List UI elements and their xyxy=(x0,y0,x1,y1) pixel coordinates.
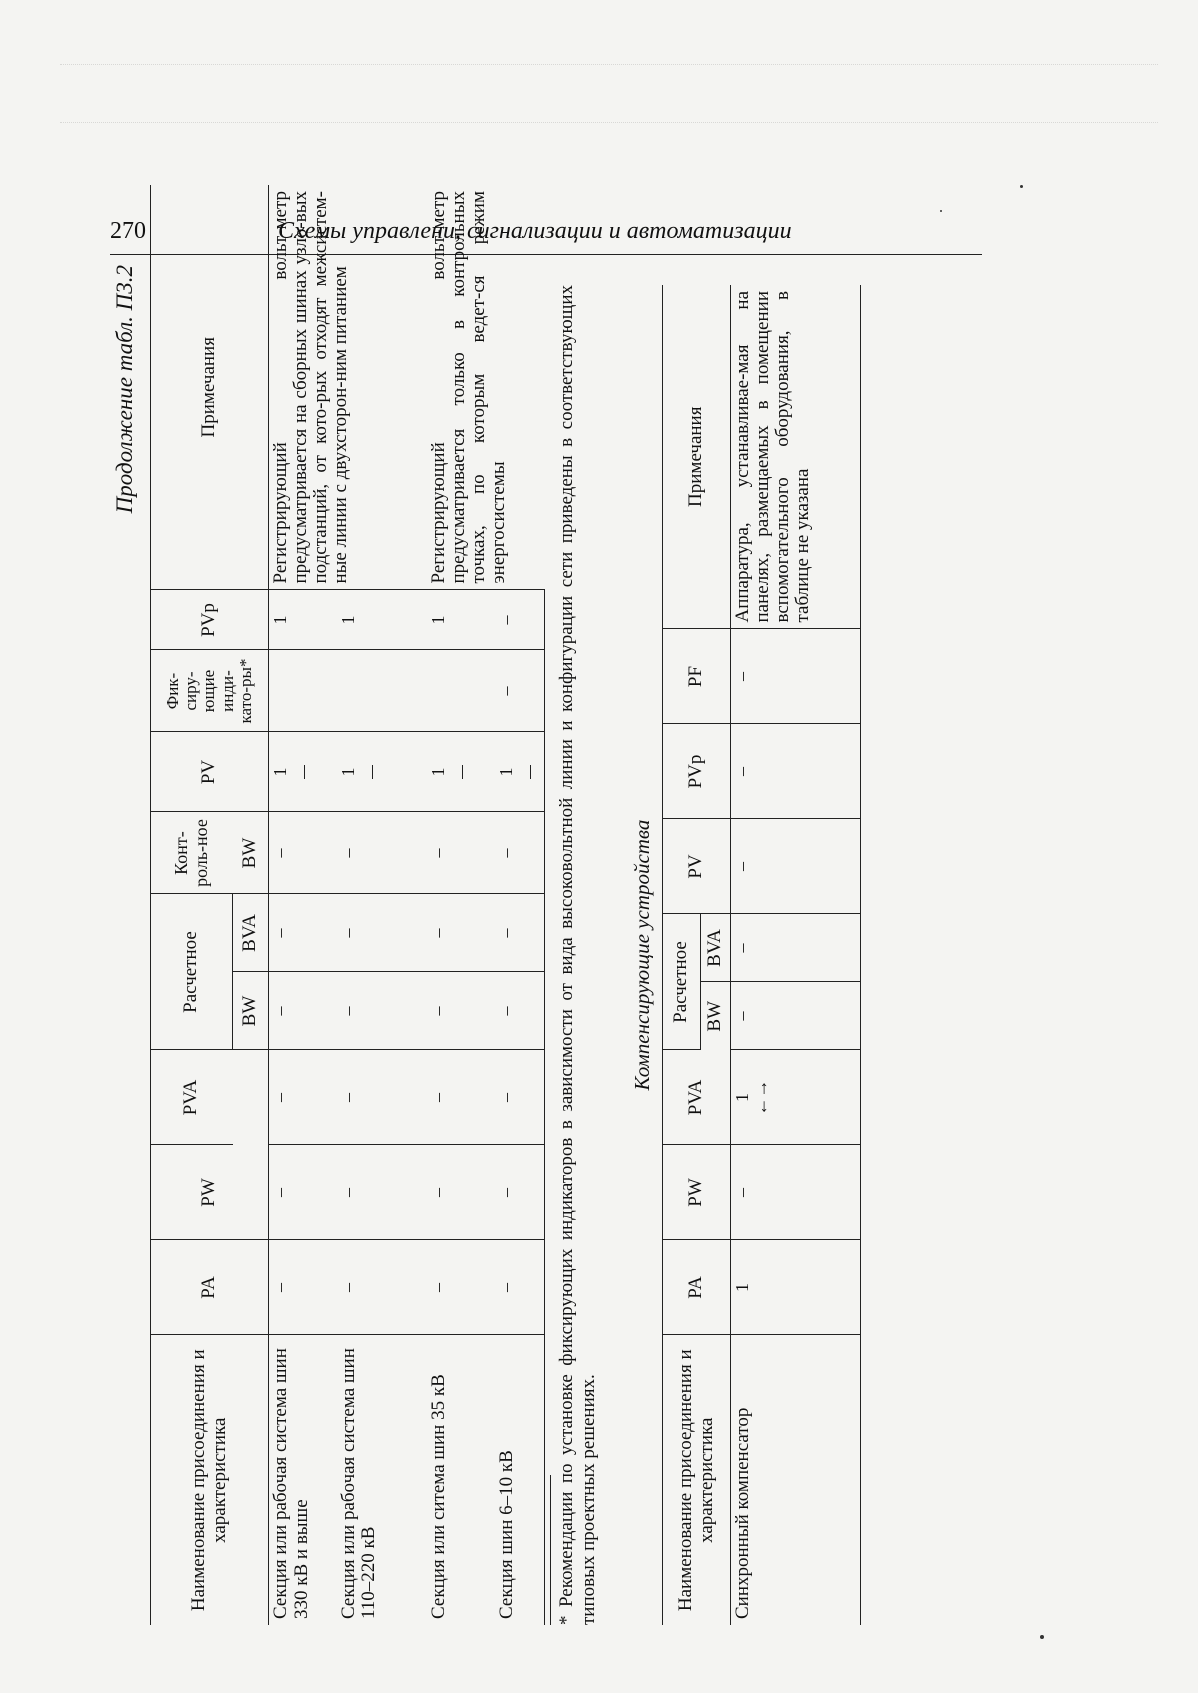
double-arrow-icon: ←→ xyxy=(751,1079,772,1116)
cell-bw: – xyxy=(269,972,337,1050)
cell-pv: – xyxy=(731,819,861,914)
cell-pw: – xyxy=(495,1145,545,1240)
col-pw-header: PW xyxy=(151,1145,269,1240)
row-name: Секция или ситема шин 35 кВ xyxy=(427,1374,449,1619)
running-title: Схемы управлени, сигнализации и автоматизации xyxy=(278,218,792,244)
dash-mark xyxy=(372,765,373,779)
table-row xyxy=(731,285,861,1625)
cell-pva: – xyxy=(427,1050,495,1145)
col-pf-header: PF xyxy=(663,629,731,724)
cell-bva: – xyxy=(427,894,495,972)
cell-pf: – xyxy=(731,629,861,724)
row-name: Секция шин 6–10 кВ xyxy=(495,1335,545,1625)
cell-pva: – xyxy=(495,1050,545,1145)
table-upper xyxy=(150,185,545,1625)
col-kontrol-bw-header: BW xyxy=(233,812,269,894)
col-kontrolnoe-header: Конт-роль-ное xyxy=(151,812,233,894)
cell-kontrol-bw: – xyxy=(337,812,427,894)
cell-pv-value: 1 xyxy=(337,767,358,777)
footnote-rule xyxy=(550,1475,551,1625)
header-blank xyxy=(233,1050,269,1145)
table-lower xyxy=(662,285,861,1625)
col-bva-header: BVA xyxy=(701,914,731,982)
col-pv-header: PV xyxy=(663,819,731,914)
cell-pvp: – xyxy=(731,724,861,819)
col-pa-header: PA xyxy=(663,1240,731,1335)
col-raschetnoe-header: Расчетное xyxy=(663,914,701,1050)
col-notes-header: Примечания xyxy=(663,285,731,629)
cell-bva: – xyxy=(731,914,861,982)
scan-speck xyxy=(940,210,942,212)
cell-bw: – xyxy=(427,972,495,1050)
cell-pa: – xyxy=(269,1240,337,1335)
cell-pv xyxy=(337,732,427,812)
col-pa-header: PA xyxy=(151,1240,269,1335)
col-bw-header: BW xyxy=(701,982,731,1050)
cell-pw: – xyxy=(269,1145,337,1240)
row-note: Регистрирующий вольт-метр предусматривается на сборных шинах узло-вых подстанций, от кото-рых отходят межсистем-ные линии с двухсторон-ним питанием xyxy=(269,185,427,590)
scan-speck xyxy=(1040,1635,1044,1639)
row-name: Синхронный компенсатор xyxy=(731,1335,861,1625)
cell-bva: – xyxy=(495,894,545,972)
cell-bva: – xyxy=(269,894,337,972)
cell-pa: 1 xyxy=(731,1240,861,1335)
cell-pv xyxy=(269,732,337,812)
row-note: Регистрирующий вольт-метр предусматривается только в контрольных точках, по которым ведет-ся режим энергосистемы xyxy=(427,185,545,590)
dash-mark xyxy=(304,765,305,779)
table-row xyxy=(427,185,495,1625)
scan-noise xyxy=(60,64,1158,65)
col-raschetnoe-header: Расчетное xyxy=(151,894,233,1050)
table-row xyxy=(269,185,337,1625)
col-pvp-header: PVр xyxy=(663,724,731,819)
cell-fix: – xyxy=(495,650,545,732)
cell-pa: – xyxy=(427,1240,495,1335)
cell-pvp: – xyxy=(495,590,545,650)
cell-pvp: 1 xyxy=(337,590,427,650)
cell-pvp: 1 xyxy=(269,590,337,650)
cell-pva-value: 1 xyxy=(732,1093,752,1102)
cell-bw: – xyxy=(495,972,545,1050)
row-note: Аппаратура, устанавливае-мая на панелях, размещаемых в помещении вспомогательного оборудования, в таблице не указана xyxy=(731,285,861,629)
cell-bw: – xyxy=(337,972,427,1050)
cell-pv-value: 1 xyxy=(427,767,448,777)
col-pw-header: PW xyxy=(663,1145,731,1240)
col-fix-header: Фик-сиру-ющие инди-като-ры* xyxy=(151,650,269,732)
col-bva-header: BVA xyxy=(233,894,269,972)
page-number: 270 xyxy=(110,218,146,244)
dash-mark xyxy=(530,765,531,779)
cell-pv-value: 1 xyxy=(270,767,290,777)
cell-pa: – xyxy=(495,1240,545,1335)
dash-mark xyxy=(462,765,463,779)
cell-pw: – xyxy=(427,1145,495,1240)
cell-pva xyxy=(731,1050,861,1145)
cell-bw: – xyxy=(731,982,861,1050)
col-pva-header: PVA xyxy=(151,1050,233,1145)
col-name-header: Наименование присоединения и характеристика xyxy=(663,1335,731,1625)
col-bw-header: BW xyxy=(233,972,269,1050)
cell-kontrol-bw: – xyxy=(495,812,545,894)
col-notes-header: Примечания xyxy=(151,185,269,590)
cell-pv xyxy=(427,732,495,812)
cell-kontrol-bw: – xyxy=(427,812,495,894)
cell-pw: – xyxy=(337,1145,427,1240)
cell-fix xyxy=(427,650,495,732)
section-title: Компенсирующие устройства xyxy=(630,819,654,1091)
row-name: Секция или рабочая система шин 330 кВ и выше xyxy=(270,1348,312,1619)
col-name-header: Наименование присоединения и характеристика xyxy=(151,1335,269,1625)
cell-fix xyxy=(269,650,337,732)
cell-pv-value: 1 xyxy=(495,767,516,777)
cell-pva: – xyxy=(269,1050,337,1145)
scan-speck xyxy=(1020,185,1023,188)
footnote: * Рекомендации по установке фиксирующих индикаторов в зависимости от вида высоковольтной линии и конфигурации сети приведены в соответствующих типовых проектных решениях. xyxy=(556,285,599,1625)
cell-pv xyxy=(495,732,545,812)
cell-kontrol-bw: – xyxy=(269,812,337,894)
cell-fix xyxy=(337,650,427,732)
cell-pva: – xyxy=(337,1050,427,1145)
col-pvp-header: PVр xyxy=(151,590,269,650)
col-pva-header: PVA xyxy=(663,1050,731,1145)
scan-noise xyxy=(60,122,1158,123)
cell-pvp: 1 xyxy=(427,590,495,650)
col-pv-header: PV xyxy=(151,732,269,812)
row-name: Секция или рабочая система шин 110–220 кВ xyxy=(337,1348,380,1619)
table-caption: Продолжение табл. П3.2 xyxy=(112,265,137,514)
cell-bva: – xyxy=(337,894,427,972)
cell-pw: – xyxy=(731,1145,861,1240)
cell-pa: – xyxy=(337,1240,427,1335)
